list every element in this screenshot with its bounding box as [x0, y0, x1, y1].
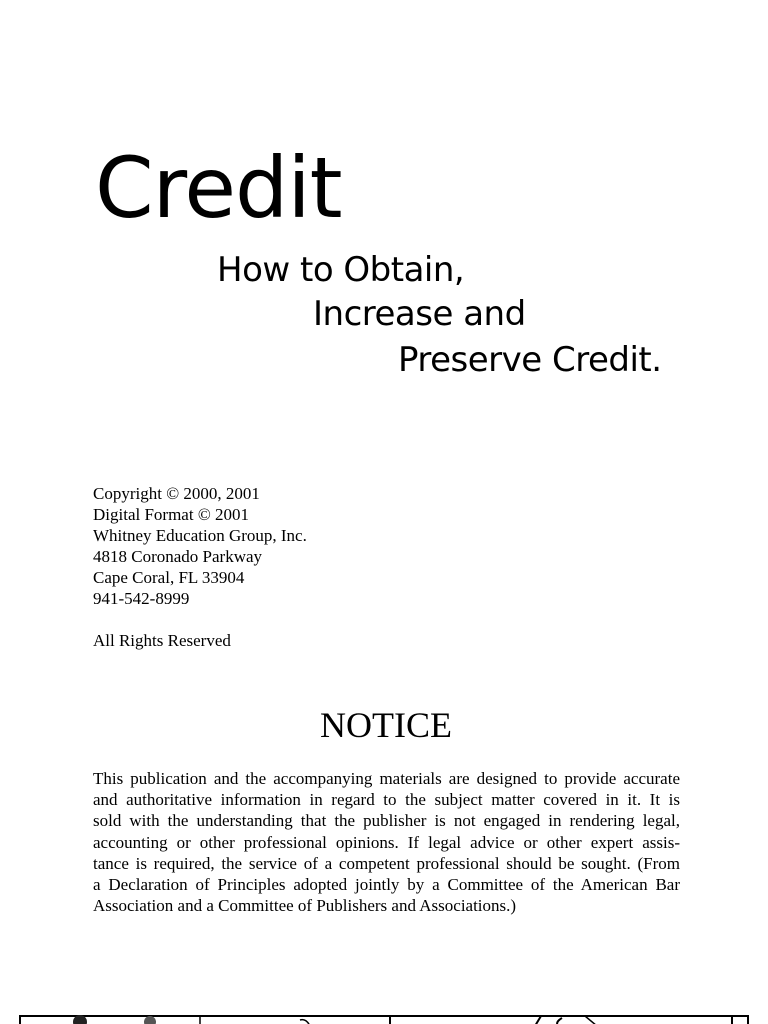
notice-line: Association and a Committee of Publishers and Associations.) [93, 896, 517, 916]
strip-curve [300, 1020, 310, 1024]
copyright-block [93, 483, 307, 609]
notice-line: accounting or other professional opinions. If legal advice or other expert assis- [93, 832, 680, 852]
notice-paragraph [93, 768, 680, 916]
notice-line: tance is required, the service of a competent professional should be sought. (From [93, 853, 680, 873]
book-title: Credit [95, 139, 342, 237]
notice-line: and authoritative information in regard to the subject matter covered in it. It is [93, 790, 680, 810]
strip-blob-2 [144, 1016, 156, 1024]
notice-line: a Declaration of Principles adopted jointly by a Committee of the American Bar [93, 875, 680, 895]
subtitle-line-1: How to Obtain, [217, 250, 465, 290]
strip-chevron [585, 1016, 732, 1024]
notice-line: sold with the understanding that the publisher is not engaged in rendering legal, [93, 811, 680, 831]
publisher-city: Cape Coral, FL 33904 [93, 568, 245, 587]
publisher-name: Whitney Education Group, Inc. [93, 526, 307, 545]
strip-frame [20, 1016, 748, 1024]
strip-box-left [20, 1016, 200, 1024]
publisher-street: 4818 Coronado Parkway [93, 547, 263, 566]
subtitle-line-3: Preserve Credit. [398, 340, 662, 380]
digital-format-line: Digital Format © 2001 [93, 505, 249, 524]
notice-heading: NOTICE [320, 705, 452, 745]
publisher-phone: 941-542-8999 [93, 589, 190, 608]
notice-line: This publication and the accompanying materials are designed to provide accurate [93, 769, 680, 788]
bottom-decorative-strip [0, 1012, 768, 1024]
copyright-line: Copyright © 2000, 2001 [93, 484, 260, 503]
strip-paren [557, 1018, 562, 1024]
subtitle-line-2: Increase and [313, 294, 526, 334]
strip-slash [535, 1016, 541, 1024]
all-rights-reserved: All Rights Reserved [93, 631, 231, 650]
